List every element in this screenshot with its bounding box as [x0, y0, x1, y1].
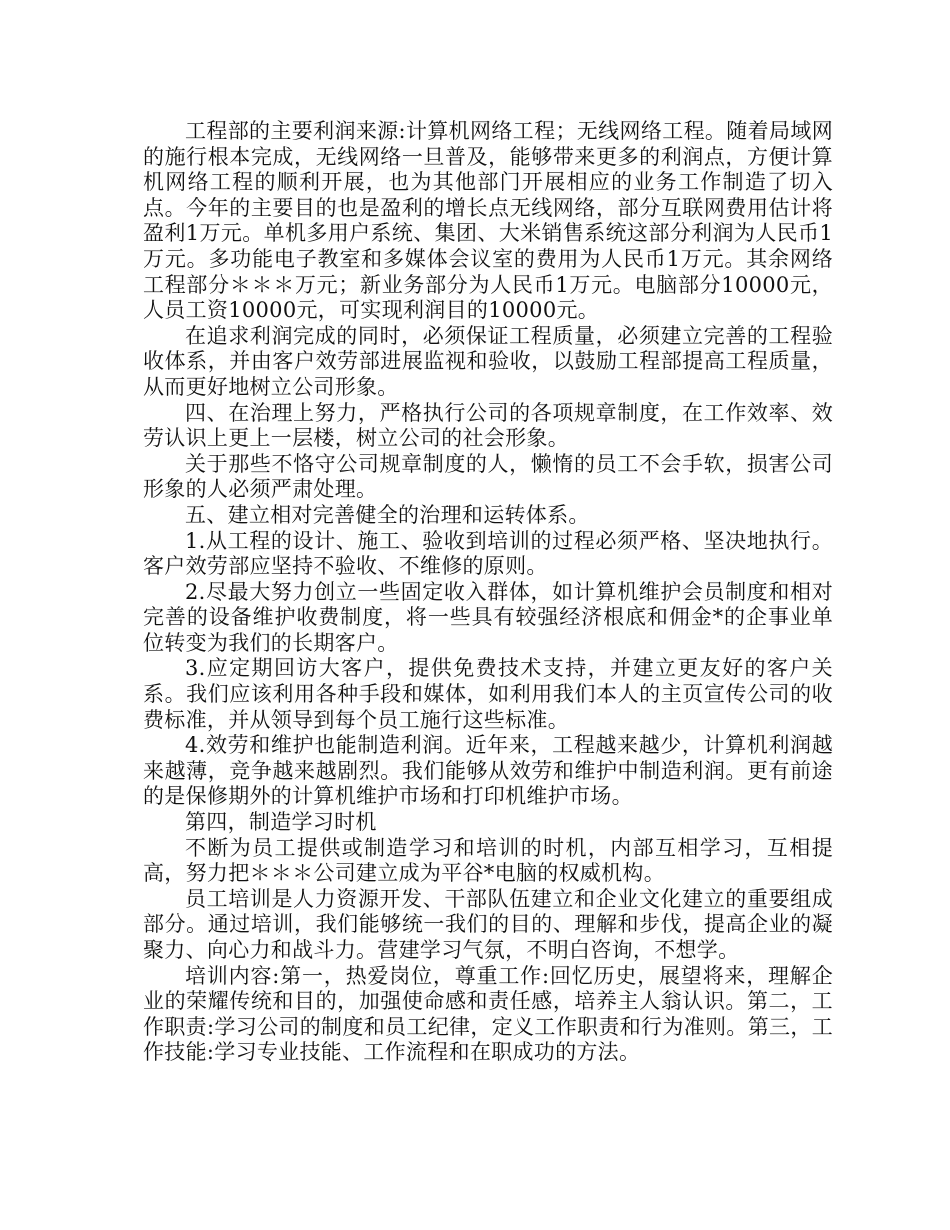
paragraph-rule-enforcement: 关于那些不恪守公司规章制度的人，懒惰的员工不会手软，损害公司形象的人必须严肃处理。 — [143, 451, 833, 502]
paragraph-item-4: 4.效劳和维护也能制造利润。近年来，工程越来越少，计算机利润越来越薄，竞争越来越剧烈。我们能够从效劳和维护中制造利润。更有前途的是保修期外的计算机维护市场和打印机维护市场。 — [143, 733, 833, 809]
paragraph-item-1: 1.从工程的设计、施工、验收到培训的过程必须严格、坚决地执行。客户效劳部应坚持不验收、不维修的原则。 — [143, 528, 833, 579]
paragraph-management-effort: 四、在治理上努力，严格执行公司的各项规章制度，在工作效率、效劳认识上更上一层楼，树立公司的社会形象。 — [143, 400, 833, 451]
paragraph-quality-assurance: 在追求利润完成的同时，必须保证工程质量，必须建立完善的工程验收体系，并由客户效劳部进展监视和验收，以鼓励工程部提高工程质量，从而更好地树立公司形象。 — [143, 323, 833, 399]
paragraph-learning-opportunities: 不断为员工提供或制造学习和培训的时机，内部互相学习，互相提高，努力把＊＊＊公司建立成为平谷*电脑的权威机构。 — [143, 835, 833, 886]
paragraph-item-2: 2.尽最大努力创立一些固定收入群体，如计算机维护会员制度和相对完善的设备维护收费制度，将一些具有较强经济根底和佣金*的企事业单位转变为我们的长期客户。 — [143, 579, 833, 655]
paragraph-training-importance: 员工培训是人力资源开发、干部队伍建立和企业文化建立的重要组成部分。通过培训，我们能够统一我们的目的、理解和步伐，提高企业的凝聚力、向心力和战斗力。营建学习气氛，不明白咨询，不想学。 — [143, 886, 833, 962]
document-body — [143, 119, 833, 1066]
paragraph-item-3: 3.应定期回访大客户，提供免费技术支持，并建立更友好的客户关系。我们应该利用各种手段和媒体，如利用我们本人的主页宣传公司的收费标准，并从领导到每个员工施行这些标准。 — [143, 656, 833, 732]
paragraph-profit-sources: 工程部的主要利润来源:计算机网络工程；无线网络工程。随着局域网的施行根本完成，无线网络一旦普及，能够带来更多的利润点，方便计算机网络工程的顺利开展，也为其他部门开展相应的业务工作制造了切入点。今年的主要目的也是盈利的增长点无线网络，部分互联网费用估计将盈利1万元。单机多用户系统、集团、大米销售系统这部分利润为人民币1万元。多功能电子教室和多媒体会议室的费用为人民币1万元。其余网络工程部分＊＊＊万元；新业务部分为人民币1万元。电脑部分10000元，人员工资10000元，可实现利润目的10000元。 — [143, 119, 833, 323]
paragraph-training-content: 培训内容:第一，热爱岗位，尊重工作:回忆历史，展望将来，理解企业的荣耀传统和目的，加强使命感和责任感，培养主人翁认识。第二，工作职责:学习公司的制度和员工纪律，定义工作职责和行为准则。第三，工作技能:学习专业技能、工作流程和在职成功的方法。 — [143, 963, 833, 1065]
paragraph-section-five-heading: 五、建立相对完善健全的治理和运转体系。 — [185, 502, 590, 527]
paragraph-section-four-heading: 第四，制造学习时机 — [185, 810, 377, 835]
